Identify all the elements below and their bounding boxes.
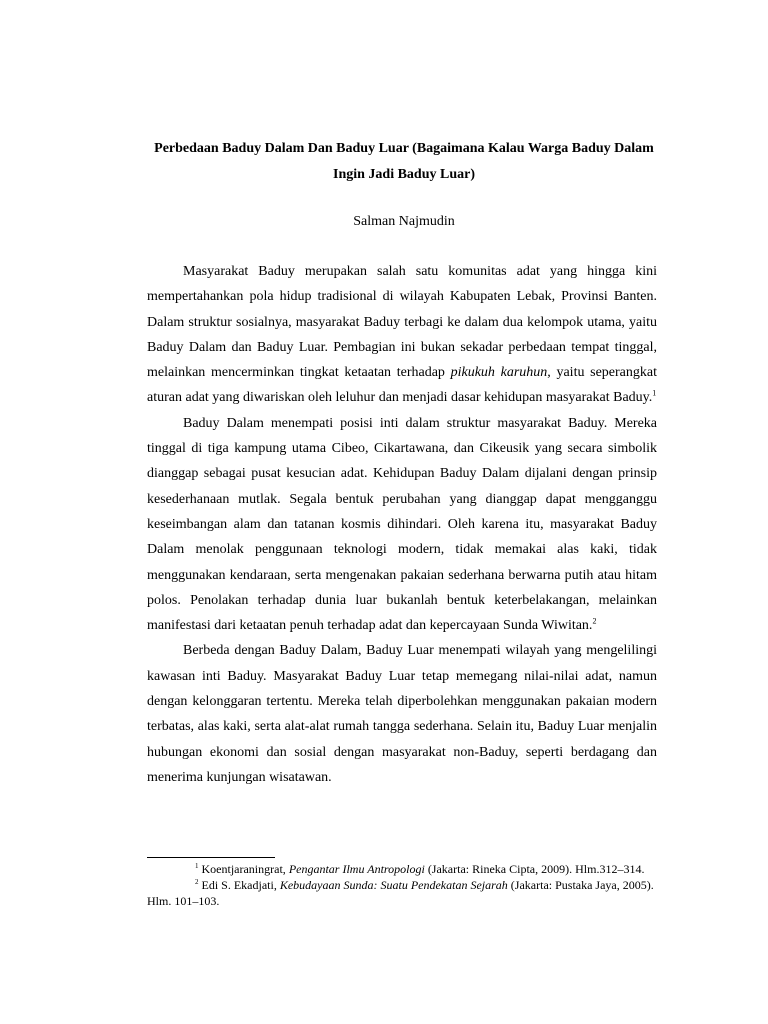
footnote-2 [147, 877, 657, 909]
footnote-2-publication: (Jakarta: Pustaka Jaya, 2005). Hlm. 101–103. [147, 878, 654, 908]
paragraph-1-text-start: Masyarakat Baduy merupakan salah satu komunitas adat yang hingga kini mempertahankan pola hidup tradisional di wilayah Kabupaten Lebak, Provinsi Banten. Dalam struktur sosialnya, masyarakat Baduy terbagi ke dalam dua kelompok utama, yaitu Baduy Dalam dan Baduy Luar. Pembagian ini bukan sekadar perbedaan tempat tinggal, melainkan mencerminkan tingkat ketaatan terhadap [147, 264, 657, 381]
author-name: Salman Najmudin [353, 214, 455, 229]
footnote-number-2: 2 [195, 878, 199, 886]
paragraph-1-text-end: , yaitu seperangkat aturan adat yang diwariskan oleh leluhur dan menjadi dasar kehidupan masyarakat Baduy. [147, 365, 657, 406]
footnote-1 [147, 861, 657, 877]
footnote-number-1: 1 [195, 862, 199, 870]
paragraph-1 [147, 259, 657, 411]
footnote-separator [147, 857, 275, 858]
document-title: Perbedaan Baduy Dalam Dan Baduy Luar (Bagaimana Kalau Warga Baduy Dalam Ingin Jadi Baduy Luar) [154, 141, 654, 182]
document-body [147, 259, 657, 790]
paragraph-3-text: Berbeda dengan Baduy Dalam, Baduy Luar menempati wilayah yang mengelilingi kawasan inti Baduy. Masyarakat Baduy Luar tetap memegang nilai-nilai adat, namun dengan kelonggaran tertentu. Mereka telah diperbolehkan menggunakan pakaian modern terbatas, alas kaki, serta alat-alat rumah tangga sederhana. Selain itu, Baduy Luar menjalin hubungan ekonomi dan sosial dengan masyarakat non-Baduy, seperti berdagang dan menerima kunjungan wisatawan. [147, 643, 657, 785]
paragraph-2-text: Baduy Dalam menempati posisi inti dalam struktur masyarakat Baduy. Mereka tinggal di tiga kampung utama Cibeo, Cikartawana, dan Cikeusik yang secara simbolik dianggap sebagai pusat kesucian adat. Kehidupan Baduy Dalam dijalani dengan prinsip kesederhanaan mutlak. Segala bentuk perubahan yang dianggap dapat mengganggu keseimbangan alam dan tatanan kosmis dihindari. Oleh karena itu, masyarakat Baduy Dalam menolak penggunaan teknologi modern, tidak memakai alas kaki, tidak menggunakan kendaraan, serta mengenakan pakaian sederhana berwarna putih atau hitam polos. Penolakan terhadap dunia luar bukanlah bentuk keterbelakangan, melainkan manifestasi dari ketaatan penuh terhadap adat dan kepercayaan Sunda Wiwitan. [147, 415, 657, 634]
footnotes [147, 861, 657, 909]
footnote-2-author: Edi S. Ekadjati, [201, 878, 280, 892]
footnote-ref-1[interactable]: 1 [652, 388, 657, 398]
footnote-1-work-title: Pengantar Ilmu Antropologi [288, 862, 425, 876]
paragraph-3 [147, 638, 657, 790]
footnote-1-publication: (Jakarta: Rineka Cipta, 2009). Hlm.312–314. [424, 862, 645, 876]
footnote-1-author: Koentjaraningrat, [201, 862, 289, 876]
paragraph-2 [147, 411, 657, 639]
footnote-ref-2[interactable]: 2 [592, 616, 597, 626]
paragraph-1-italic-term: pikukuh karuhun [450, 365, 548, 381]
footnote-2-work-title: Kebudayaan Sunda: Suatu Pendekatan Sejarah [279, 878, 508, 892]
